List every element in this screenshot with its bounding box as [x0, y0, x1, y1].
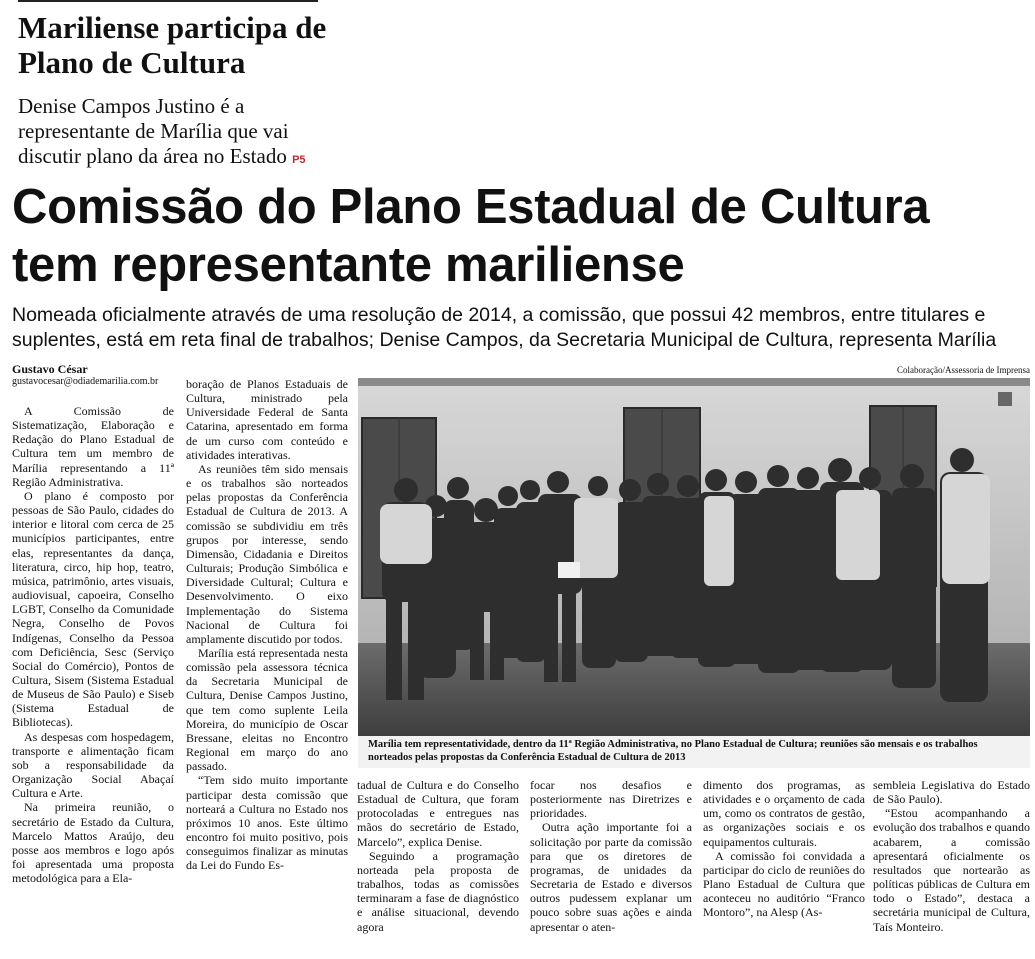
byline-email: gustavocesar@odiademarilia.com.br — [12, 376, 159, 387]
paragraph: A Comissão de Sistematização, Elaboração e Redação do Plano Estadual de Cultura tem um membro de Marília representando a 11ª Região Administrativa. — [12, 404, 174, 489]
byline-author: Gustavo César — [12, 362, 88, 376]
paragraph: As despesas com hospedagem, transporte e alimentação ficam sob a responsabilidade da Organização Social Abaçaí Cultura e Arte. — [12, 729, 174, 801]
paragraph: tadual de Cultura e do Conselho Estadual de Cultura, que foram protocoladas e entregues nas mãos do secretário de Estado, Marcelo”, explica Denise. — [357, 778, 519, 849]
article-column-4 — [530, 778, 692, 959]
paragraph: O plano é composto por pessoas de São Paulo, cidades do interior e litoral com cerca de 25 municípios participantes, entre elas, representantes da dança, literatura, circo, hip hop, teatro, música, patrimônio, artes visuais, audiovisual, capoeira, Conselho LGBT, Conselho da Comunidade Negra, Conselho de Povos Indígenas, Conselho da Pessoa com Deficiência, Sesc (Serviço Social do Comércio), Pontos de Cultura, Sisem (Sistema Estadual de Museus de São Paulo) e Siseb (Sistema Estadual de Bibliotecas). — [12, 488, 174, 730]
article-column-5 — [703, 778, 865, 959]
page-reference: P5 — [292, 154, 306, 166]
paragraph: As reuniões têm sido mensais e os trabalhos são norteados pelas propostas da Conferência Estadual de Cultura de 2013. A comissão se subdividiu em três grupos por interesse, sendo Dimensão, Cidadania e Direitos Culturais; Produção Simbólica e Diversidade Cultural; Cultura e Desenvolvimento. O eixo Implementação do Sistema Nacional de Cultura foi amplamente discutido por todos. — [186, 461, 348, 646]
article-column-6 — [873, 778, 1030, 959]
photo-credit: Colaboração/Assessoria de Imprensa — [897, 365, 1030, 375]
paragraph: Outra ação importante foi a solicitação por parte da comissão para que os diretores de programas, de unidades da Secretaria de Estado e diversos outros pudessem explanar um pouco sobre suas ações e ainda apresentar o aten- — [530, 820, 692, 934]
paragraph: boração de Planos Estaduais de Cultura, ministrado pela Universidade Federal de Santa Catarina, apresentado em forma de um curso com conteúdo e atividades interativas. — [186, 377, 348, 462]
top-rule — [18, 0, 318, 2]
teaser-subtitle — [18, 94, 338, 173]
article-column-3 — [357, 778, 519, 959]
teaser-title: Mariliense participa de Plano de Cultura — [18, 10, 327, 80]
paragraph: Marília está representada nesta comissão pela assessora técnica da Secretaria Municipal de Cultura, Denise Campos Justino, que tem como suplente Leila Moreira, do município de Oscar Bressane, eleitas no Encontro Regional em março do ano passado. — [186, 645, 348, 774]
deck: Nomeada oficialmente através de uma resolução de 2014, a comissão, que possui 42 membros, entre titulares e suplentes, está em reta final de trabalhos; Denise Campos, da Secretaria Municipal de Cultura, representa Marília — [12, 304, 997, 351]
article-column-1 — [12, 404, 174, 959]
photo-caption: Marília tem representatividade, dentro da 11ª Região Administrativa, no Plano Estadual de Cultura; reuniões são mensais e os trabalhos norteados pelas propostas da Conferência Estadual de Cultura de 2013 — [358, 736, 1030, 768]
paragraph: “Estou acompanhando a evolução dos trabalhos e quando acabarem, a comissão apresentará oficialmente os resultados que nortearão as políticas públicas de Cultura em todo o Estado”, destaca a secretária municipal de Cultura, Taís Monteiro. — [873, 806, 1030, 934]
teaser-subtitle-text: Denise Campos Justino é a representante de Marília que vai discutir plano da área no Estado — [18, 94, 289, 168]
paragraph: A comissão foi convidada a participar do ciclo de reuniões do Plano Estadual de Cultura que aconteceu no auditório “Franco Montoro”, na Alesp (As- — [703, 848, 865, 920]
paragraph: Na primeira reunião, o secretário de Estado da Cultura, Marcelo Mattos Araújo, deu posse aos membros e logo após foi apresentada uma proposta metodológica para a Ela- — [12, 800, 174, 886]
paragraph: Seguindo a programação norteada pela proposta de trabalhos, todas as comissões terminaram a fase de diagnóstico e análise situacional, devendo agora — [357, 848, 519, 934]
group-photo-illustration — [358, 378, 1030, 736]
group-photo — [358, 378, 1030, 736]
paragraph: “Tem sido muito importante participar desta comissão que norteará a Cultura no Estado nos próximos 10 anos. Este último encontro foi muito positivo, pois conseguimos finalizar as minutas da Lei do Fundo Es- — [186, 773, 348, 873]
paragraph: sembleia Legislativa do Estado de São Paulo). — [873, 778, 1030, 807]
paragraph: focar nos desafios e posteriormente nas Diretrizes e prioridades. — [530, 778, 692, 821]
paragraph: dimento dos programas, as atividades e o orçamento de cada um, como os contratos de gestão, as organizações sociais e os equipamentos culturais. — [703, 778, 865, 849]
headline: Comissão do Plano Estadual de Cultura tem representante mariliense — [12, 180, 930, 292]
article-column-2 — [186, 377, 348, 959]
